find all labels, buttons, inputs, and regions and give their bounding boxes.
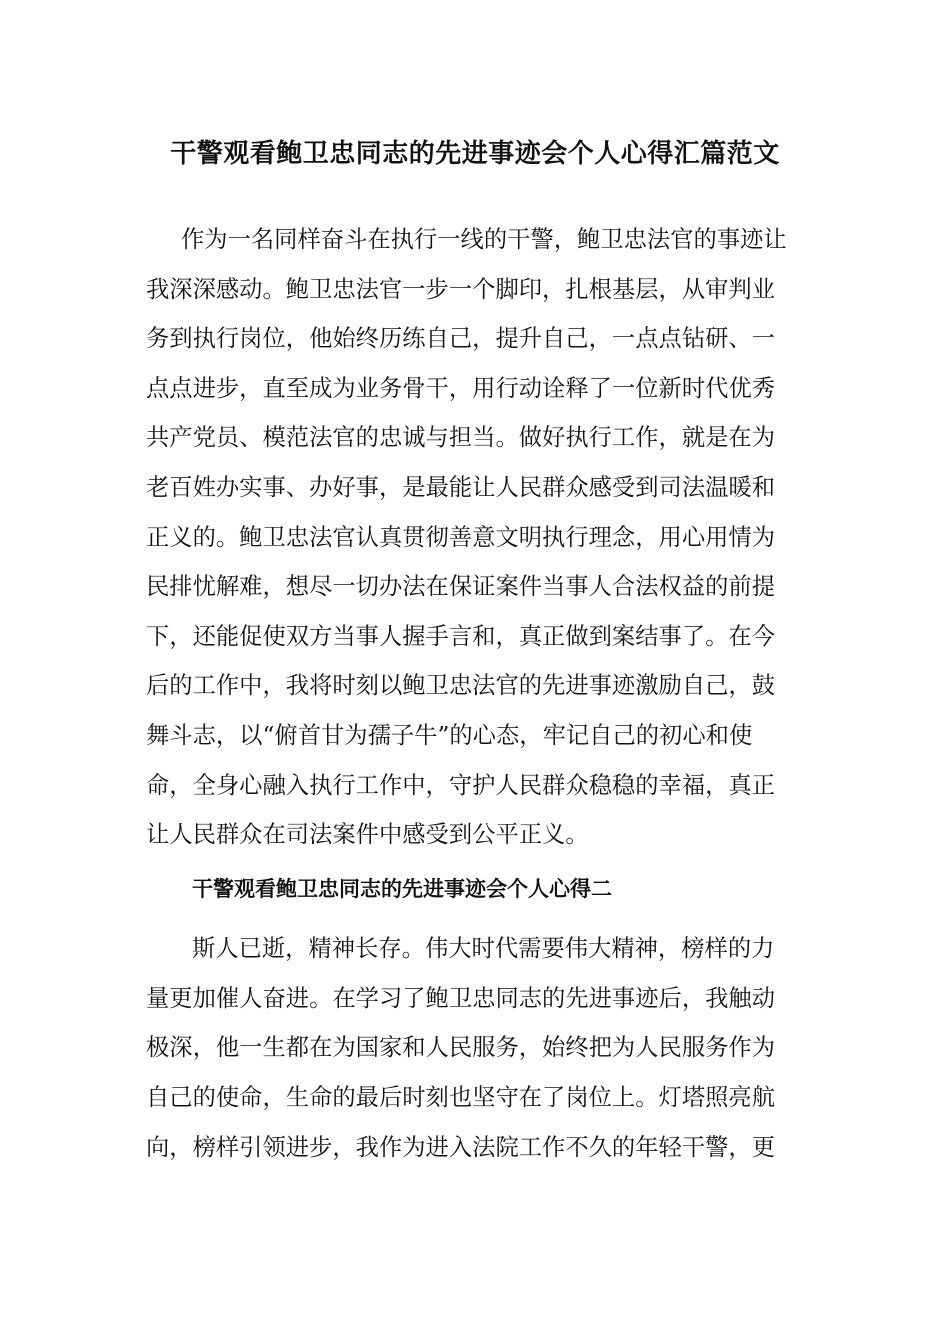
paragraph-line: 命，全身心融入执行工作中，守护人民群众稳稳的幸福，真正 [146,772,776,799]
paragraph-line: 民排忧解难，想尽一切办法在保证案件当事人合法权益的前提 [146,573,776,600]
paragraph-line: 让人民群众在司法案件中感受到公平正义。 [146,821,589,848]
paragraph-line: 量更加催人奋进。在学习了鲍卫忠同志的先进事迹后，我触动 [146,985,776,1012]
paragraph-line: 斯人已逝，精神长存。伟大时代需要伟大精神，榜样的力 [192,935,775,962]
paragraph-line: 极深，他一生都在为国家和人民服务，始终把为人民服务作为 [146,1034,776,1061]
paragraph-line: 下，还能促使双方当事人握手言和，真正做到案结事了。在今 [146,623,776,650]
paragraph-line: 作为一名同样奋斗在执行一线的干警，鲍卫忠法官的事迹让 [181,226,787,253]
paragraph-line: 点点进步，直至成为业务骨干，用行动诠释了一位新时代优秀 [146,375,776,402]
paragraph-line: 正义的。鲍卫忠法官认真贯彻善意文明执行理念，用心用情为 [146,524,776,551]
paragraph-line: 后的工作中，我将时刻以鲍卫忠法官的先进事迹激励自己，鼓 [146,672,776,699]
paragraph-line: 我深深感动。鲍卫忠法官一步一个脚印，扎根基层，从审判业 [146,276,776,303]
paragraph-line: 自己的使命，生命的最后时刻也坚守在了岗位上。灯塔照亮航 [146,1084,776,1111]
paragraph-line: 老百姓办实事、办好事，是最能让人民群众感受到司法温暖和 [146,474,776,501]
paragraph-line: 向，榜样引领进步，我作为进入法院工作不久的年轻干警，更 [146,1134,776,1161]
document-title: 干警观看鲍卫忠同志的先进事迹会个人心得汇篇范文 [170,139,780,169]
section-2-heading: 干警观看鲍卫忠同志的先进事迹会个人心得二 [192,877,612,901]
paragraph-line: 务到执行岗位，他始终历练自己，提升自己，一点点钻研、一 [146,325,776,352]
paragraph-line: 舞斗志，以“俯首甘为孺子牛”的心态，牢记自己的初心和使 [146,722,753,749]
paragraph-line: 共产党员、模范法官的忠诚与担当。做好执行工作，就是在为 [146,424,776,451]
